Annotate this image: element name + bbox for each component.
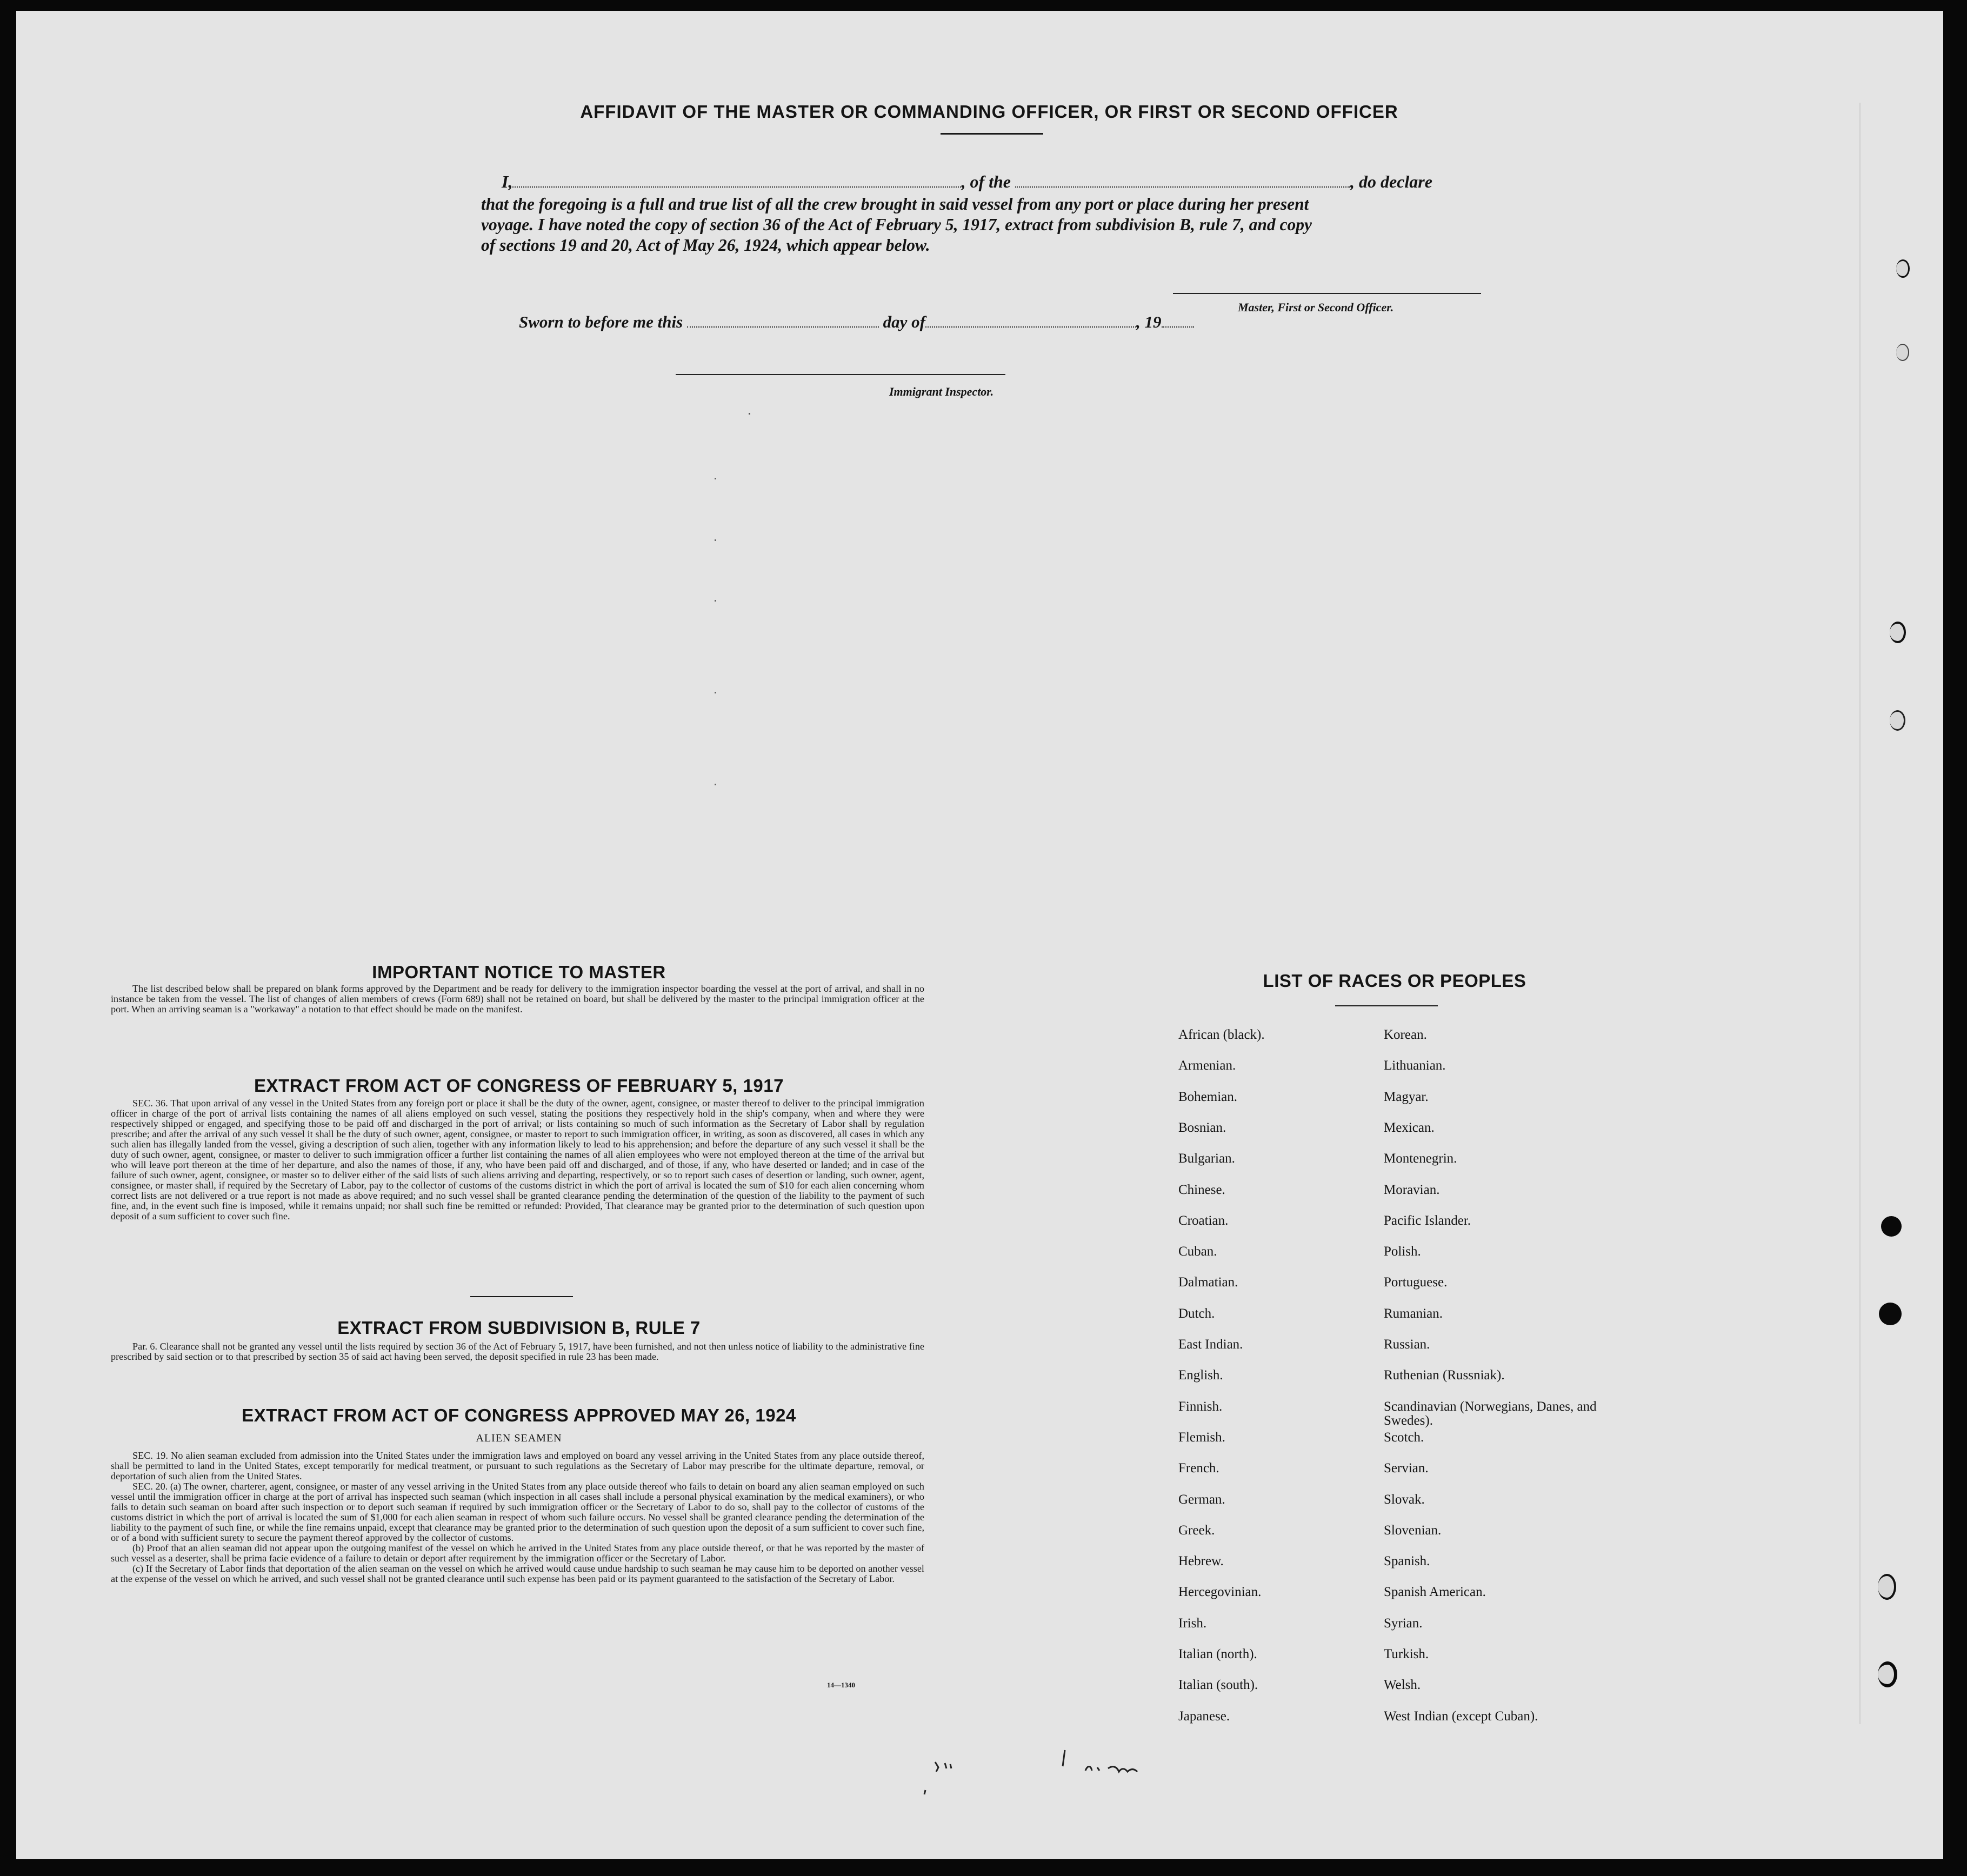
race-item: Ruthenian (Russniak). [1384, 1368, 1505, 1383]
extract-1924-body [111, 1451, 924, 1584]
race-item: Dalmatian. [1178, 1275, 1238, 1290]
alien-seamen-subheading: ALIEN SEAMEN [476, 1432, 562, 1444]
punch-hole [1878, 1574, 1896, 1600]
race-item: Polish. [1384, 1244, 1421, 1259]
sworn-year: , 19 [1136, 312, 1162, 331]
race-item: Irish. [1178, 1615, 1207, 1631]
race-item: Hebrew. [1178, 1554, 1224, 1569]
document-page [16, 11, 1943, 1859]
race-item: Slovak. [1384, 1492, 1425, 1507]
race-item: Cuban. [1178, 1244, 1217, 1259]
race-item: Japanese. [1178, 1708, 1230, 1724]
race-item: East Indian. [1178, 1337, 1243, 1352]
race-item: Flemish. [1178, 1430, 1225, 1445]
scan-dot [715, 600, 716, 602]
declarant-name-field[interactable] [512, 173, 961, 188]
affidavit-declare: , do declare [1350, 172, 1432, 191]
affidavit-line-2: that the foregoing is a full and true list of all the crew brought in said vessel from any port or place during her present [481, 195, 1309, 213]
affidavit-i: I, [502, 172, 513, 191]
race-item: Scandinavian (Norwegians, Danes, and Swedes). [1384, 1399, 1597, 1428]
extract-1924-heading: EXTRACT FROM ACT OF CONGRESS APPROVED MAY 26, 1924 [242, 1405, 796, 1425]
sec-20a-paragraph: SEC. 20. (a) The owner, charterer, agent, consignee, or master of any vessel arriving in the United States from any place outside thereof who fails to detain on board any alien seaman employed on such vessel until the immigration officer in charge at the port of arrival has inspected such seaman (which inspection in all cases shall include a personal physical examination by the medical examiners), or who fails to detain such seaman on board after such inspection or to deport such seaman if required by such immigration officer or the Secretary of Labor to do so, shall pay to the collector of customs of the customs district in which the port of arrival is located the sum of $1,000 for each alien seaman in respect of whom such failure occurs. No vessel shall be granted clearance pending the determination of the liability to the payment of such fine, or while the fine remains unpaid, except that clearance may be granted prior to the determination of such question upon the deposit of a sum sufficient to cover such fine, or of a bond with sufficient surety to secure the payment thereof approved by the collector of customs. [111, 1481, 924, 1543]
handwritten-marks [914, 1740, 1216, 1800]
inspector-signature-line[interactable] [676, 374, 1005, 375]
race-item: Chinese. [1178, 1182, 1225, 1197]
notice-body [111, 984, 924, 1014]
rule7-body [111, 1341, 924, 1362]
master-signature-label: Master, First or Second Officer. [1238, 301, 1394, 314]
race-item: Armenian. [1178, 1058, 1236, 1073]
sworn-prefix: Sworn to before me this [519, 312, 683, 331]
bleed-through-rule [1859, 103, 1861, 1724]
sworn-year-field[interactable] [1162, 313, 1194, 328]
race-item: Croatian. [1178, 1213, 1229, 1228]
race-item: Rumanian. [1384, 1306, 1443, 1321]
race-item: Mexican. [1384, 1120, 1435, 1135]
race-item: Pacific Islander. [1384, 1213, 1471, 1228]
section-rule [470, 1296, 573, 1297]
race-item: Welsh. [1384, 1678, 1421, 1693]
form-number: 14—1340 [827, 1681, 855, 1689]
scan-dot [715, 784, 716, 785]
sworn-day-of: day of [883, 312, 925, 331]
race-item: Turkish. [1384, 1647, 1429, 1661]
race-item: Korean. [1384, 1027, 1427, 1042]
punch-hole [1878, 1661, 1897, 1687]
vessel-name-field[interactable] [1015, 173, 1350, 188]
race-item: Hercegovinian. [1178, 1585, 1262, 1600]
race-item: Slovenian. [1384, 1523, 1442, 1538]
punch-hole [1890, 622, 1906, 643]
race-item: Syrian. [1384, 1615, 1423, 1631]
notice-paragraph: The list described below shall be prepared on blank forms approved by the Department and be ready for delivery to the immigration inspector boarding the vessel at the port of arrival, and shall in no instance be taken from the vessel. The list of changes of alien members of crews (Form 689) shall not be retained on board, but shall be delivered by the master to the principal immigration officer at the port. When an arriving seaman is a "workaway" a notation to that effect should be made on the manifest. [111, 983, 924, 1014]
race-item: Magyar. [1384, 1089, 1429, 1104]
race-item: Greek. [1178, 1523, 1215, 1538]
races-heading: LIST OF RACES OR PEOPLES [1263, 971, 1526, 991]
scan-dot [715, 539, 716, 541]
scan-dot [715, 692, 716, 693]
race-item: Finnish. [1178, 1399, 1223, 1414]
par-6-paragraph: Par. 6. Clearance shall not be granted any vessel until the lists required by section 36 of the Act of February 5, 1917, have been furnished, and not then unless notice of liability to the administrative fine prescribed by said section or to that prescribed by section 35 of said act having been served, the deposit specified in rule 23 has been made. [111, 1341, 924, 1362]
title-rule [941, 133, 1043, 135]
affidavit-line-3: voyage. I have noted the copy of section 36 of the Act of February 5, 1917, extract from subdivision B, rule 7, and copy [481, 215, 1312, 234]
sec-19-paragraph: SEC. 19. No alien seaman excluded from admission into the United States under the immigration laws and employed on board any vessel arriving in the United States from any place outside thereof, shall be permitted to land in the United States, except temporarily for medical treatment, or pursuant to such regulations as the Secretary of Labor may prescribe for the ultimate departure, removal, or deportation of such alien from the United States. [111, 1450, 924, 1481]
race-item: Italian (south). [1178, 1678, 1258, 1693]
race-item: English. [1178, 1368, 1223, 1383]
punch-hole [1890, 710, 1905, 731]
affidavit-title: AFFIDAVIT OF THE MASTER OR COMMANDING OFFICER, OR FIRST OR SECOND OFFICER [580, 102, 1398, 122]
scan-dot [715, 478, 716, 479]
punch-hole [1896, 344, 1909, 361]
race-item: Bosnian. [1178, 1120, 1226, 1135]
race-item: Spanish American. [1384, 1585, 1486, 1600]
sworn-month-field[interactable] [925, 313, 1136, 328]
notice-heading: IMPORTANT NOTICE TO MASTER [372, 962, 666, 982]
master-signature-line[interactable] [1173, 293, 1481, 294]
race-item: Spanish. [1384, 1554, 1430, 1569]
inspector-label: Immigrant Inspector. [889, 385, 994, 398]
race-item: Montenegrin. [1384, 1151, 1457, 1166]
race-item: West Indian (except Cuban). [1384, 1708, 1538, 1724]
extract-1917-heading: EXTRACT FROM ACT OF CONGRESS OF FEBRUARY 5, 1917 [254, 1076, 784, 1096]
rule7-heading: EXTRACT FROM SUBDIVISION B, RULE 7 [337, 1318, 701, 1338]
race-item: Bulgarian. [1178, 1151, 1235, 1166]
race-item: Bohemian. [1178, 1089, 1238, 1104]
race-item: German. [1178, 1492, 1225, 1507]
sec-20b-paragraph: (b) Proof that an alien seaman did not appear upon the outgoing manifest of the vessel on which he arrived in the United States from any place outside thereof, or that he was reported by the master of such vessel as a deserter, shall be prima facie evidence of a failure to detain or deport after requirement by the immigration officer or the Secretary of Labor. [111, 1543, 924, 1564]
race-item: Italian (north). [1178, 1647, 1257, 1661]
punch-hole [1879, 1303, 1902, 1325]
punch-hole [1881, 1216, 1902, 1237]
race-item: French. [1178, 1461, 1219, 1476]
sec-20c-paragraph: (c) If the Secretary of Labor finds that deportation of the alien seaman on the vessel on which he arrived would cause undue hardship to such seaman he may cause him to be deported on another vessel at the expense of the vessel on which he arrived, and such vessel shall not be granted clearance until such expense has been paid or its payment guaranteed to the satisfaction of the Secretary of Labor. [111, 1563, 924, 1584]
punch-hole [1896, 259, 1910, 278]
races-rule [1335, 1005, 1438, 1006]
race-item: Servian. [1384, 1461, 1429, 1476]
race-item: Scotch. [1384, 1430, 1424, 1445]
sworn-date-field[interactable] [687, 313, 879, 328]
affidavit-line-1 [502, 172, 1539, 192]
race-item: Moravian. [1384, 1182, 1440, 1197]
race-item: Russian. [1384, 1337, 1430, 1352]
extract-1917-body [111, 1098, 924, 1221]
race-item: Dutch. [1178, 1306, 1215, 1321]
sworn-line [519, 312, 1194, 332]
race-item: African (black). [1178, 1027, 1265, 1042]
sec-36-paragraph: SEC. 36. That upon arrival of any vessel in the United States from any foreign port or place it shall be the duty of the owner, agent, consignee, or master thereof to deliver to the principal immigration officer in charge of the port of arrival lists containing the names of all aliens employed on such vessel, stating the positions they respectively hold in the ship's company, when and where they were respectively shipped or engaged, and specifying those to be paid off and discharged in the port of arrival; or lists containing so much of such information as the Secretary of Labor shall by regulation prescribe; and after the arrival of any such vessel it shall be the duty of such owner, agent, consignee, or master to report to such immigration officer, in writing, as soon as discovered, all cases in which any such alien has illegally landed from the vessel, giving a description of such alien, together with any information likely to lead to his apprehension; and before the departure of any such vessel it shall be the duty of such owner, agent, consignee, or master to deliver to such immigration officer a further list containing the names of all alien employees who were not employed thereon at the time of the arrival but who will leave port thereon at the time of her departure, and also the names of those, if any, who have been paid off and discharged, and of those, if any, who have deserted or landed; and in case of the failure of such owner, agent, consignee, or master so to deliver either of the said lists of such aliens arriving and departing, respectively, or so to report such cases of desertion or landing, such owner, agent, consignee, or master shall, if required by the Secretary of Labor, pay to the collector of customs of the customs district in which the port of arrival is located the sum of $10 for each alien concerning whom correct lists are not delivered or a true report is not made as above required; and no such vessel shall be granted clearance pending the determination of the question of the liability to the payment of such fine, and, in the event such fine is imposed, while it remains unpaid; nor shall such fine be remitted or refunded: Provided, That clearance may be granted prior to the determination of such question upon deposit of a sum sufficient to cover such fine. [111, 1098, 924, 1221]
affidavit-line-4: of sections 19 and 20, Act of May 26, 1924, which appear below. [481, 236, 930, 255]
affidavit-of-the: , of the [961, 172, 1011, 191]
race-item: Lithuanian. [1384, 1058, 1446, 1073]
scan-dot [749, 413, 750, 415]
race-item: Portuguese. [1384, 1275, 1448, 1290]
